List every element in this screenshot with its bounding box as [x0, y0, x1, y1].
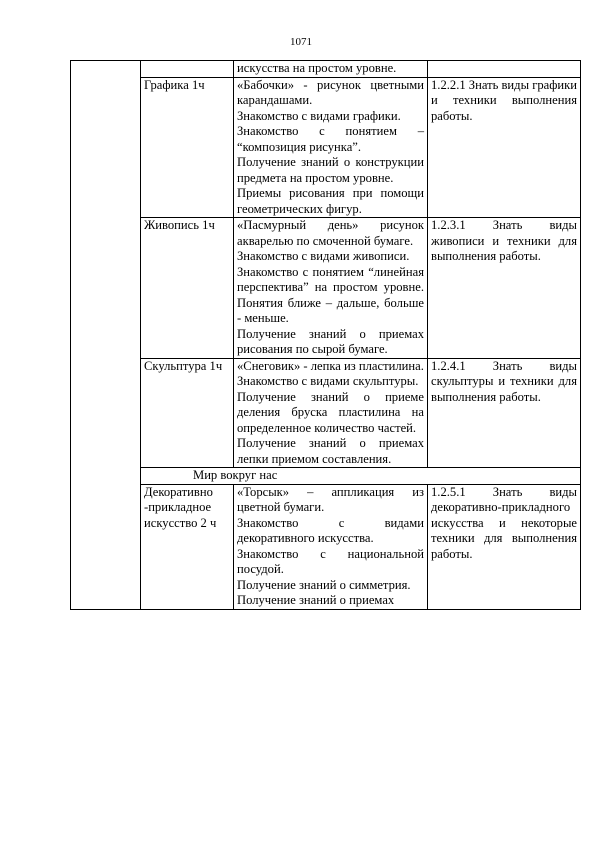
- content-line: Знакомство с видами графики.: [237, 108, 401, 123]
- topic-cell: Декоративно -прикладное искусство 2 ч: [141, 484, 234, 609]
- content-line: «Пасмурный день» рисунок акварелью по смоченной бумаге.: [237, 218, 424, 248]
- section-title: Мир вокруг нас: [141, 468, 581, 485]
- content-line: Получение знаний о приеме деления бруска пластилина на определенное количество частей.: [237, 389, 424, 435]
- content-cell: [234, 77, 428, 218]
- content-line: Получение знаний о конструкции предмета на простом уровне.: [237, 155, 424, 185]
- content-line: Знакомство с видами декоративного искусства.: [237, 515, 424, 545]
- topic-cell: Скульптура 1ч: [141, 358, 234, 468]
- content-line: Получение знаний о симметрия.: [237, 577, 411, 592]
- outcome-cell: [428, 484, 581, 609]
- content-line: Знакомство с национальной посудой.: [237, 546, 424, 576]
- topic-cell: [141, 61, 234, 78]
- table-row: [71, 218, 581, 359]
- section-row: [71, 468, 581, 485]
- content-line: «Снеговик» - лепка из пластилина.: [237, 358, 424, 373]
- curriculum-table: [70, 60, 581, 610]
- content-line: искусства на простом уровне.: [237, 61, 397, 75]
- page-number: 1071: [290, 36, 312, 48]
- table-row: [71, 77, 581, 218]
- outcome-line: 1.2.5.1 Знать виды декоративно-прикладного искусства и некоторые техники для выполнения работы.: [431, 484, 577, 561]
- table-row: [71, 484, 581, 609]
- topic-cell: Графика 1ч: [141, 77, 234, 218]
- table-body: [71, 61, 581, 610]
- outcome-cell: [428, 77, 581, 218]
- content-line: «Бабочки» - рисунок цветными карандашами.: [237, 77, 424, 107]
- content-line: Знакомство с видами скульптуры.: [237, 374, 419, 388]
- content-line: Получение знаний о приемах: [237, 593, 395, 607]
- content-line: Приемы рисования при помощи геометрических фигур.: [237, 186, 424, 216]
- topic-cell: Живопись 1ч: [141, 218, 234, 359]
- content-cell: [234, 358, 428, 468]
- content-line: Получение знаний о приемах лепки приемом составления.: [237, 436, 424, 466]
- content-line: Знакомство с понятием “линейная перспектива” на простом уровне. Понятия ближе – дальше, больше - меньше.: [237, 264, 424, 325]
- content-line: Знакомство с понятием – “композиция рисунка”.: [237, 124, 424, 154]
- table-row: [71, 358, 581, 468]
- table-row: [71, 61, 581, 78]
- outcome-cell: [428, 218, 581, 359]
- content-line: «Торсык» – аппликация из цветной бумаги.: [237, 484, 424, 514]
- content-line: Знакомство с видами живописи.: [237, 249, 410, 263]
- outcome-cell: [428, 358, 581, 468]
- content-cell: [234, 61, 428, 78]
- outcome-line: 1.2.4.1 Знать виды скульптуры и техники для выполнения работы.: [431, 358, 577, 404]
- outcome-line: 1.2.2.1 Знать виды графики и техники выполнения работы.: [431, 77, 578, 123]
- outcome-line: 1.2.3.1 Знать виды живописи и техники для выполнения работы.: [431, 218, 577, 263]
- section-number-cell: [71, 61, 141, 610]
- content-cell: [234, 218, 428, 359]
- content-line: Получение знаний о приемах рисования по сырой бумаге.: [237, 326, 424, 356]
- outcome-cell: [428, 61, 581, 78]
- content-cell: [234, 484, 428, 609]
